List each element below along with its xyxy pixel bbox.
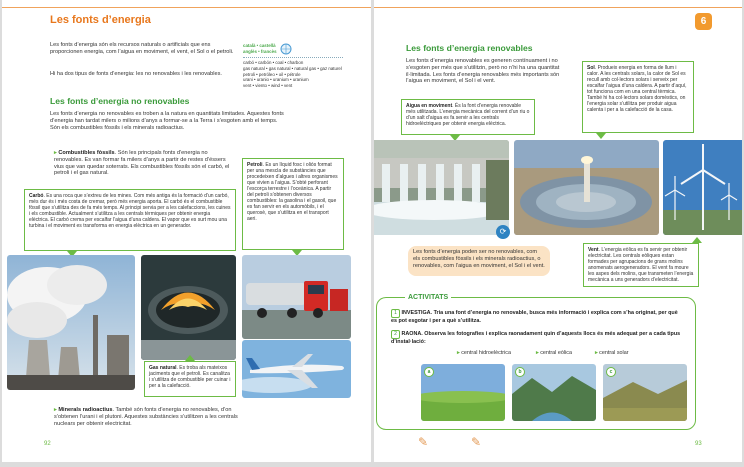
activities-title: ACTIVITATS bbox=[405, 294, 451, 301]
bullet-icon: ▸ bbox=[54, 150, 59, 156]
recycle-icon: ⟳ bbox=[496, 225, 510, 239]
coal-info-box: Carbó. Es una roca que s’extreu de les mines. Com més antiga és la formació d’un carbó, més dur és i més costa de cremar, però més energia aporta. El carbó és el combustible fòssil que s’utilitza des de fa més temps. Al principi servia per a les calefaccions, les cuines i els combustible. Actualment s’utilitza a les centrals tèrmiques per obtenir energia elèctrica. El carbó crema per escalfar l’aigua d’una caldera. El vapor que es surt mou una turbina i el moviment es transforma en energia elèctrica en un generador. bbox=[24, 189, 236, 251]
landscape-photo-c bbox=[603, 364, 687, 421]
top-rule bbox=[2, 7, 371, 8]
section-title-renewable: Les fonts d’energia renovables bbox=[406, 43, 533, 53]
unit-number-badge: 6 bbox=[695, 13, 712, 30]
glossary-entry-5: vent • viento • wind • vent bbox=[243, 83, 293, 89]
airplane-photo bbox=[242, 340, 351, 398]
paperclip-icon: ✎ bbox=[471, 435, 482, 449]
glossary-divider bbox=[243, 57, 343, 58]
bullet-icon: ▸ bbox=[54, 407, 59, 413]
right-page bbox=[374, 0, 742, 462]
glossary-box bbox=[243, 43, 343, 89]
radioactive-minerals-item: ▸ Minerals radioactius. També són fonts d’energia no renovables, d’on s’obtenen l’urani i el plutoni. Aquestes substàncies s’utilitzen a les centrals nuclears per obtenir electricitat. bbox=[54, 407, 238, 427]
sun-box-pointer bbox=[596, 133, 606, 139]
photo-label-c: c bbox=[606, 367, 616, 377]
left-page bbox=[2, 0, 371, 462]
wind-info-box: Vent. L’energia eòlica es fa servir per obtenir electricitat. Les centrals eòliques estan formades per agrupacions de grans molins anomenats aerogeneradors. El vent fa moure les aspes dels molins, que transmeten l’energia mecànica a uns generadors d’electricitat. bbox=[583, 243, 699, 287]
option-hydroelectric: central hidroelèctrica bbox=[461, 350, 511, 356]
glossary-entry-1: carbó • carbón • coal • charbon bbox=[243, 60, 304, 65]
fuel-trucks-photo bbox=[242, 255, 351, 339]
option-solar: central solar bbox=[599, 350, 629, 356]
section-title-non-renewable: Les fonts d’energia no renovables bbox=[50, 96, 190, 106]
activity-1: 1 INVESTIGA. Tria una font d’energia no renovable, busca més informació i explica com s’ha originat, per què es pot esgotar i per a què s’utilitza. bbox=[391, 310, 678, 324]
glossary-languages-2: anglès • francès bbox=[243, 49, 277, 54]
section-paragraph-renewable: Les fonts d’energia renovables es generen contínuament i no s’esgoten per més que s’utilitzin, però no n’hi ha una quantitat il·limitada. Les fonts d’energia renovables més importants són l’aigua en moviment, el Sol i el vent. bbox=[406, 58, 560, 85]
activity-1-number: 1 bbox=[391, 309, 400, 318]
paperclip-icon: ✎ bbox=[418, 435, 429, 449]
activities-panel bbox=[376, 294, 696, 430]
activity-2: 2 RAONA. Observa les fotografies i explica raonadament quin d’aquests llocs és més adequat per a cada tipus d’instal·lació: bbox=[391, 331, 681, 345]
glossary-entry-2: gas natural • gas natural • natural gas • gaz naturel bbox=[243, 65, 342, 71]
activity-2-number: 2 bbox=[391, 330, 400, 339]
bullet-icon: ▸ bbox=[594, 350, 598, 356]
glossary-languages-1: català • castellà bbox=[243, 43, 276, 49]
glossary-entry-3: petroli • petróleo • oil • pétrole bbox=[243, 71, 301, 77]
fossil-fuels-item: ▸ Combustibles fòssils. Són les principals fonts d’energia no renovables. Es van formar fa milers d’anys a partir de restes d’éssers vius que van quedar soterrats. Els combustibles fòssils són el carbó, el petroli i el gas natural. bbox=[54, 150, 230, 177]
page-title: Les fonts d’energia bbox=[50, 14, 151, 26]
installation-options bbox=[457, 350, 687, 356]
landscape-photo-b bbox=[512, 364, 596, 421]
solar-plant-photo bbox=[514, 140, 659, 235]
intro-paragraph-1: Les fonts d’energia són els recursos naturals o artificials que ens proporcionen energia, com l’aigua en moviment, el vent, el Sol o el petroli. bbox=[50, 42, 234, 55]
page-number-left: 92 bbox=[44, 441, 51, 447]
globe-icon bbox=[280, 43, 292, 55]
top-rule bbox=[374, 7, 742, 8]
sun-info-box: Sol. Produeix energia en forma de llum i calor. A les centrals solars, la calor de Sol es recull amb col·lectors solars i serveix per escalfar l’aigua d’una caldera. A partir d’aquí, tot funciona com en una central tèrmica. També hi ha col·lectors solars domèstics, on l’energia solar s’utilitza per produir aigua calenta i per a la calefacció de la casa. bbox=[582, 61, 694, 133]
bullet-icon: ▸ bbox=[457, 350, 460, 356]
landscape-photo-a bbox=[421, 364, 505, 421]
oil-info-box: Petroli. Es un líquid fosc i oliós format per una mescla de substàncies que procedeixen d’algues i altres organismes que vivien a l’aigua. S’obté perforant l’escorça terrestre i l’oceànica. A partir del petroli s’obtenen diversos combustibles: la gasolina i el gasoil, que es fan servir en els automòbils, i el querosè, que s’utilitza en el transport aeri. bbox=[242, 158, 344, 250]
hydroelectric-dam-photo bbox=[374, 140, 509, 235]
photo-label-b: b bbox=[515, 367, 525, 377]
coal-power-plant-photo bbox=[7, 255, 135, 390]
summary-info-box: Les fonts d’energia poden ser no renovables, com els combustibles fòssils i els minerals radioactius, o renovables, com l’aigua en moviment, el Sol i el vent. bbox=[408, 246, 550, 276]
option-wind: central eòlica bbox=[540, 350, 572, 356]
intro-paragraph-2: Hi ha dos tipus de fonts d’energia: les no renovables i les renovables. bbox=[50, 71, 222, 77]
page-number-right: 93 bbox=[695, 441, 702, 447]
natural-gas-info-box: Gas natural. Es troba als mateixos jaciments que el petroli. Es canalitza i s’utilitza de combustible per cuinar i per a la calefacció. bbox=[144, 361, 236, 397]
water-info-box: Aigua en moviment. És la font d’energia renovable més utilitzada. L’energia mecànica del corrent d’un riu o d’un salt d’aigua es fa servir a les centrals hidroelèctriques per obtenir energia elèctrica. bbox=[401, 99, 535, 135]
bullet-icon: ▸ bbox=[535, 350, 539, 356]
gas-flame-photo bbox=[141, 255, 236, 360]
wind-turbines-photo bbox=[663, 140, 742, 235]
section-paragraph-non-renewable: Les fonts d’energia no renovables es troben a la natura en quantitats limitades. Aquestes fonts d’energia han tardat milers o milions d’anys a formar-se a la Terra i s’esgoten amb el temps. Són els combustibles fòssils i els minerals radioactius. bbox=[50, 111, 284, 131]
glossary-entry-4: urani • uranio • uranium • uranium bbox=[243, 77, 309, 83]
photo-label-a: a bbox=[424, 367, 434, 377]
